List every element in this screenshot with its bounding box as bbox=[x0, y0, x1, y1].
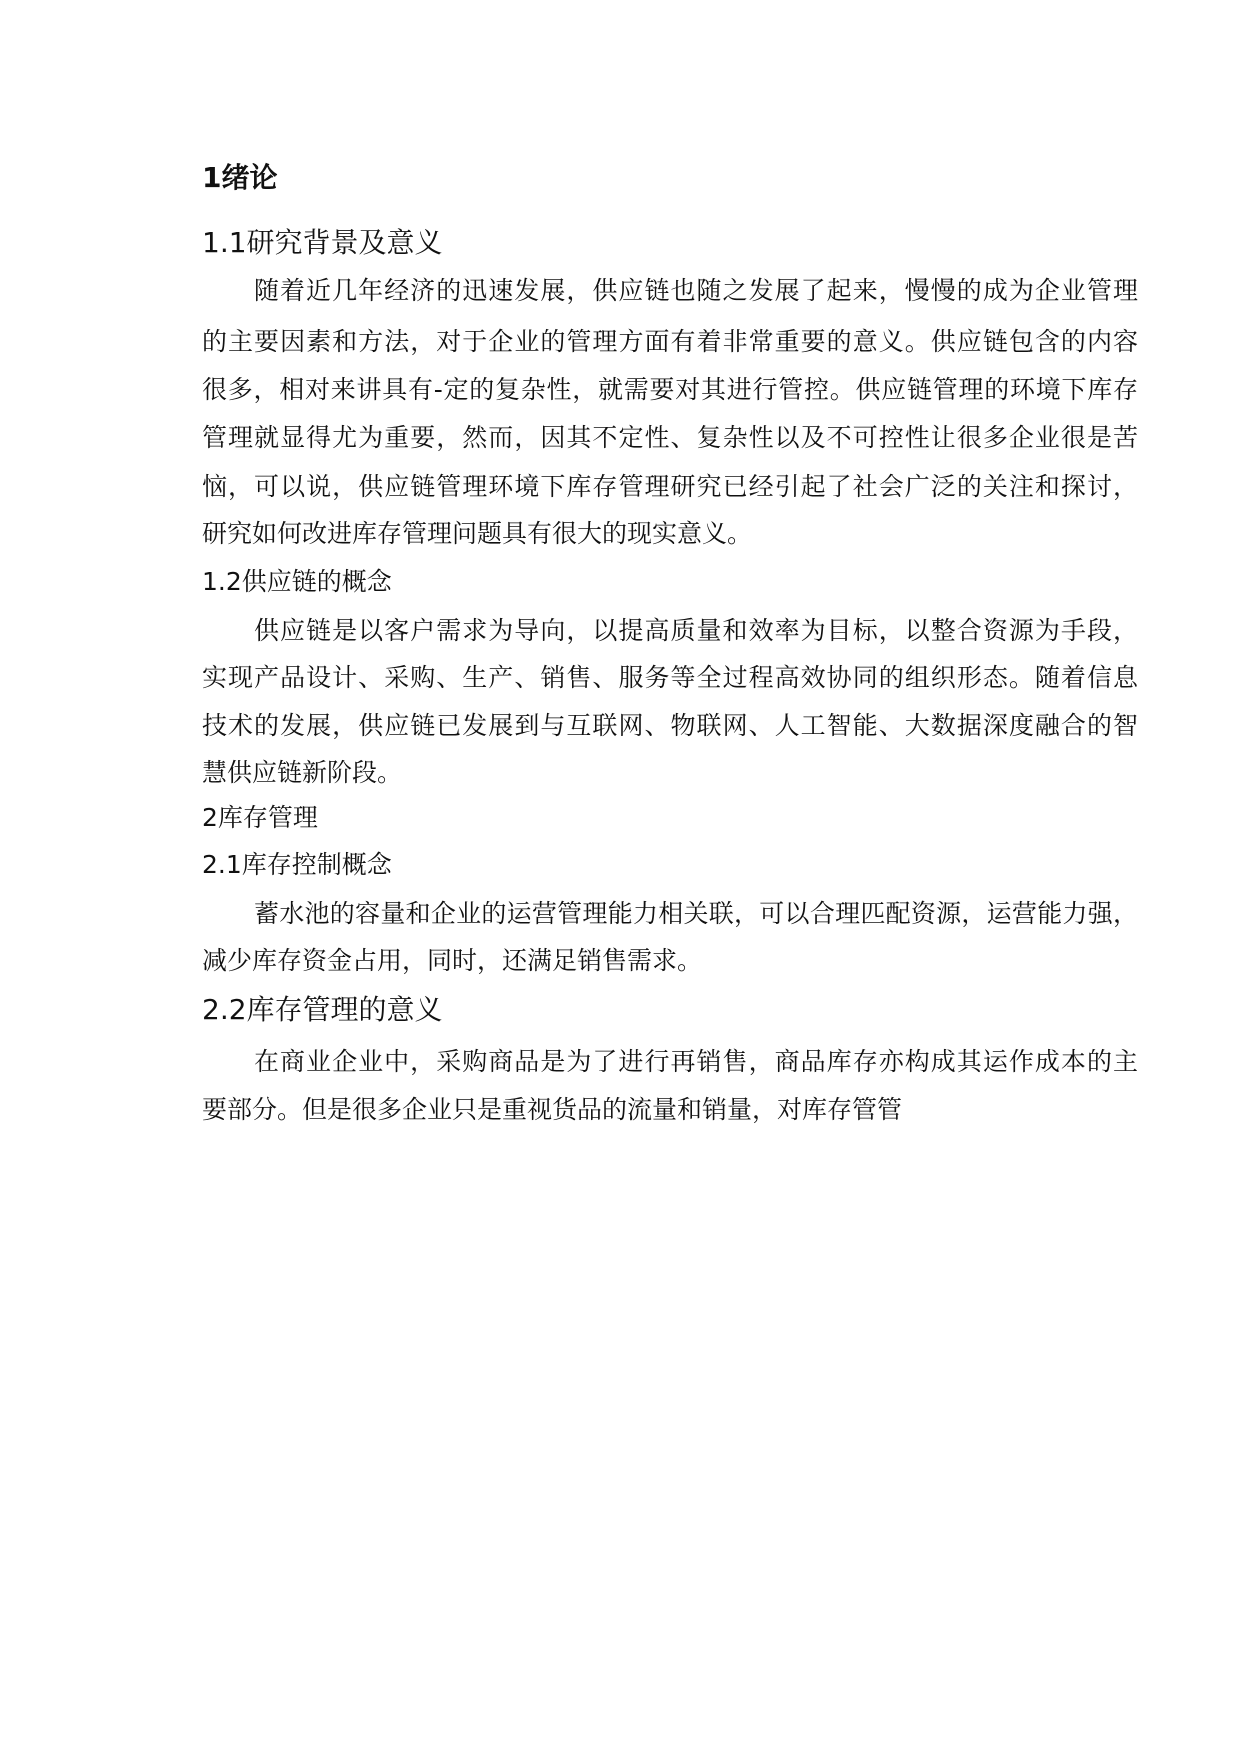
heading-1-2: 1.2供应链的概念 bbox=[202, 567, 392, 596]
paragraph-line: 供应链是以客户需求为导向，以提高质量和效率为目标，以整合资源为手段， bbox=[254, 616, 1138, 645]
paragraph-line: 实现产品设计、采购、生产、销售、服务等全过程高效协同的组织形态。随着信息 bbox=[202, 663, 1138, 692]
paragraph-line: 随着近几年经济的迅速发展，供应链也随之发展了起来，慢慢的成为企业管理 bbox=[254, 276, 1138, 305]
paragraph-line: 要部分。但是很多企业只是重视货品的流量和销量，对库存管管 bbox=[202, 1095, 903, 1124]
paragraph-line: 在商业企业中，采购商品是为了进行再销售，商品库存亦构成其运作成本的主 bbox=[254, 1047, 1138, 1076]
paragraph-line: 很多，相对来讲具有-定的复杂性，就需要对其进行管控。供应链管理的环境下库存 bbox=[202, 375, 1138, 404]
paragraph-line: 慧供应链新阶段。 bbox=[202, 758, 403, 787]
heading-2-1: 2.1库存控制概念 bbox=[202, 850, 392, 879]
paragraph-line: 技术的发展，供应链已发展到与互联网、物联网、人工智能、大数据深度融合的智 bbox=[202, 711, 1138, 740]
heading-1: 1绪论 bbox=[202, 161, 278, 194]
paragraph-line: 的主要因素和方法，对于企业的管理方面有着非常重要的意义。供应链包含的内容 bbox=[202, 327, 1138, 356]
heading-1-1: 1.1研究背景及意义 bbox=[202, 226, 443, 259]
paragraph-line: 管理就显得尤为重要，然而，因其不定性、复杂性以及不可控性让很多企业很是苦 bbox=[202, 423, 1138, 452]
heading-2: 2库存管理 bbox=[202, 803, 318, 832]
paragraph-line: 恼，可以说，供应链管理环境下库存管理研究已经引起了社会广泛的关注和探讨， bbox=[202, 472, 1138, 501]
paragraph-line: 蓄水池的容量和企业的运营管理能力相关联，可以合理匹配资源，运营能力强， bbox=[254, 899, 1138, 928]
paragraph-line: 研究如何改进库存管理问题具有很大的现实意义。 bbox=[202, 519, 753, 548]
heading-2-2: 2.2库存管理的意义 bbox=[202, 993, 443, 1026]
paragraph-line: 减少库存资金占用，同时，还满足销售需求。 bbox=[202, 946, 703, 975]
